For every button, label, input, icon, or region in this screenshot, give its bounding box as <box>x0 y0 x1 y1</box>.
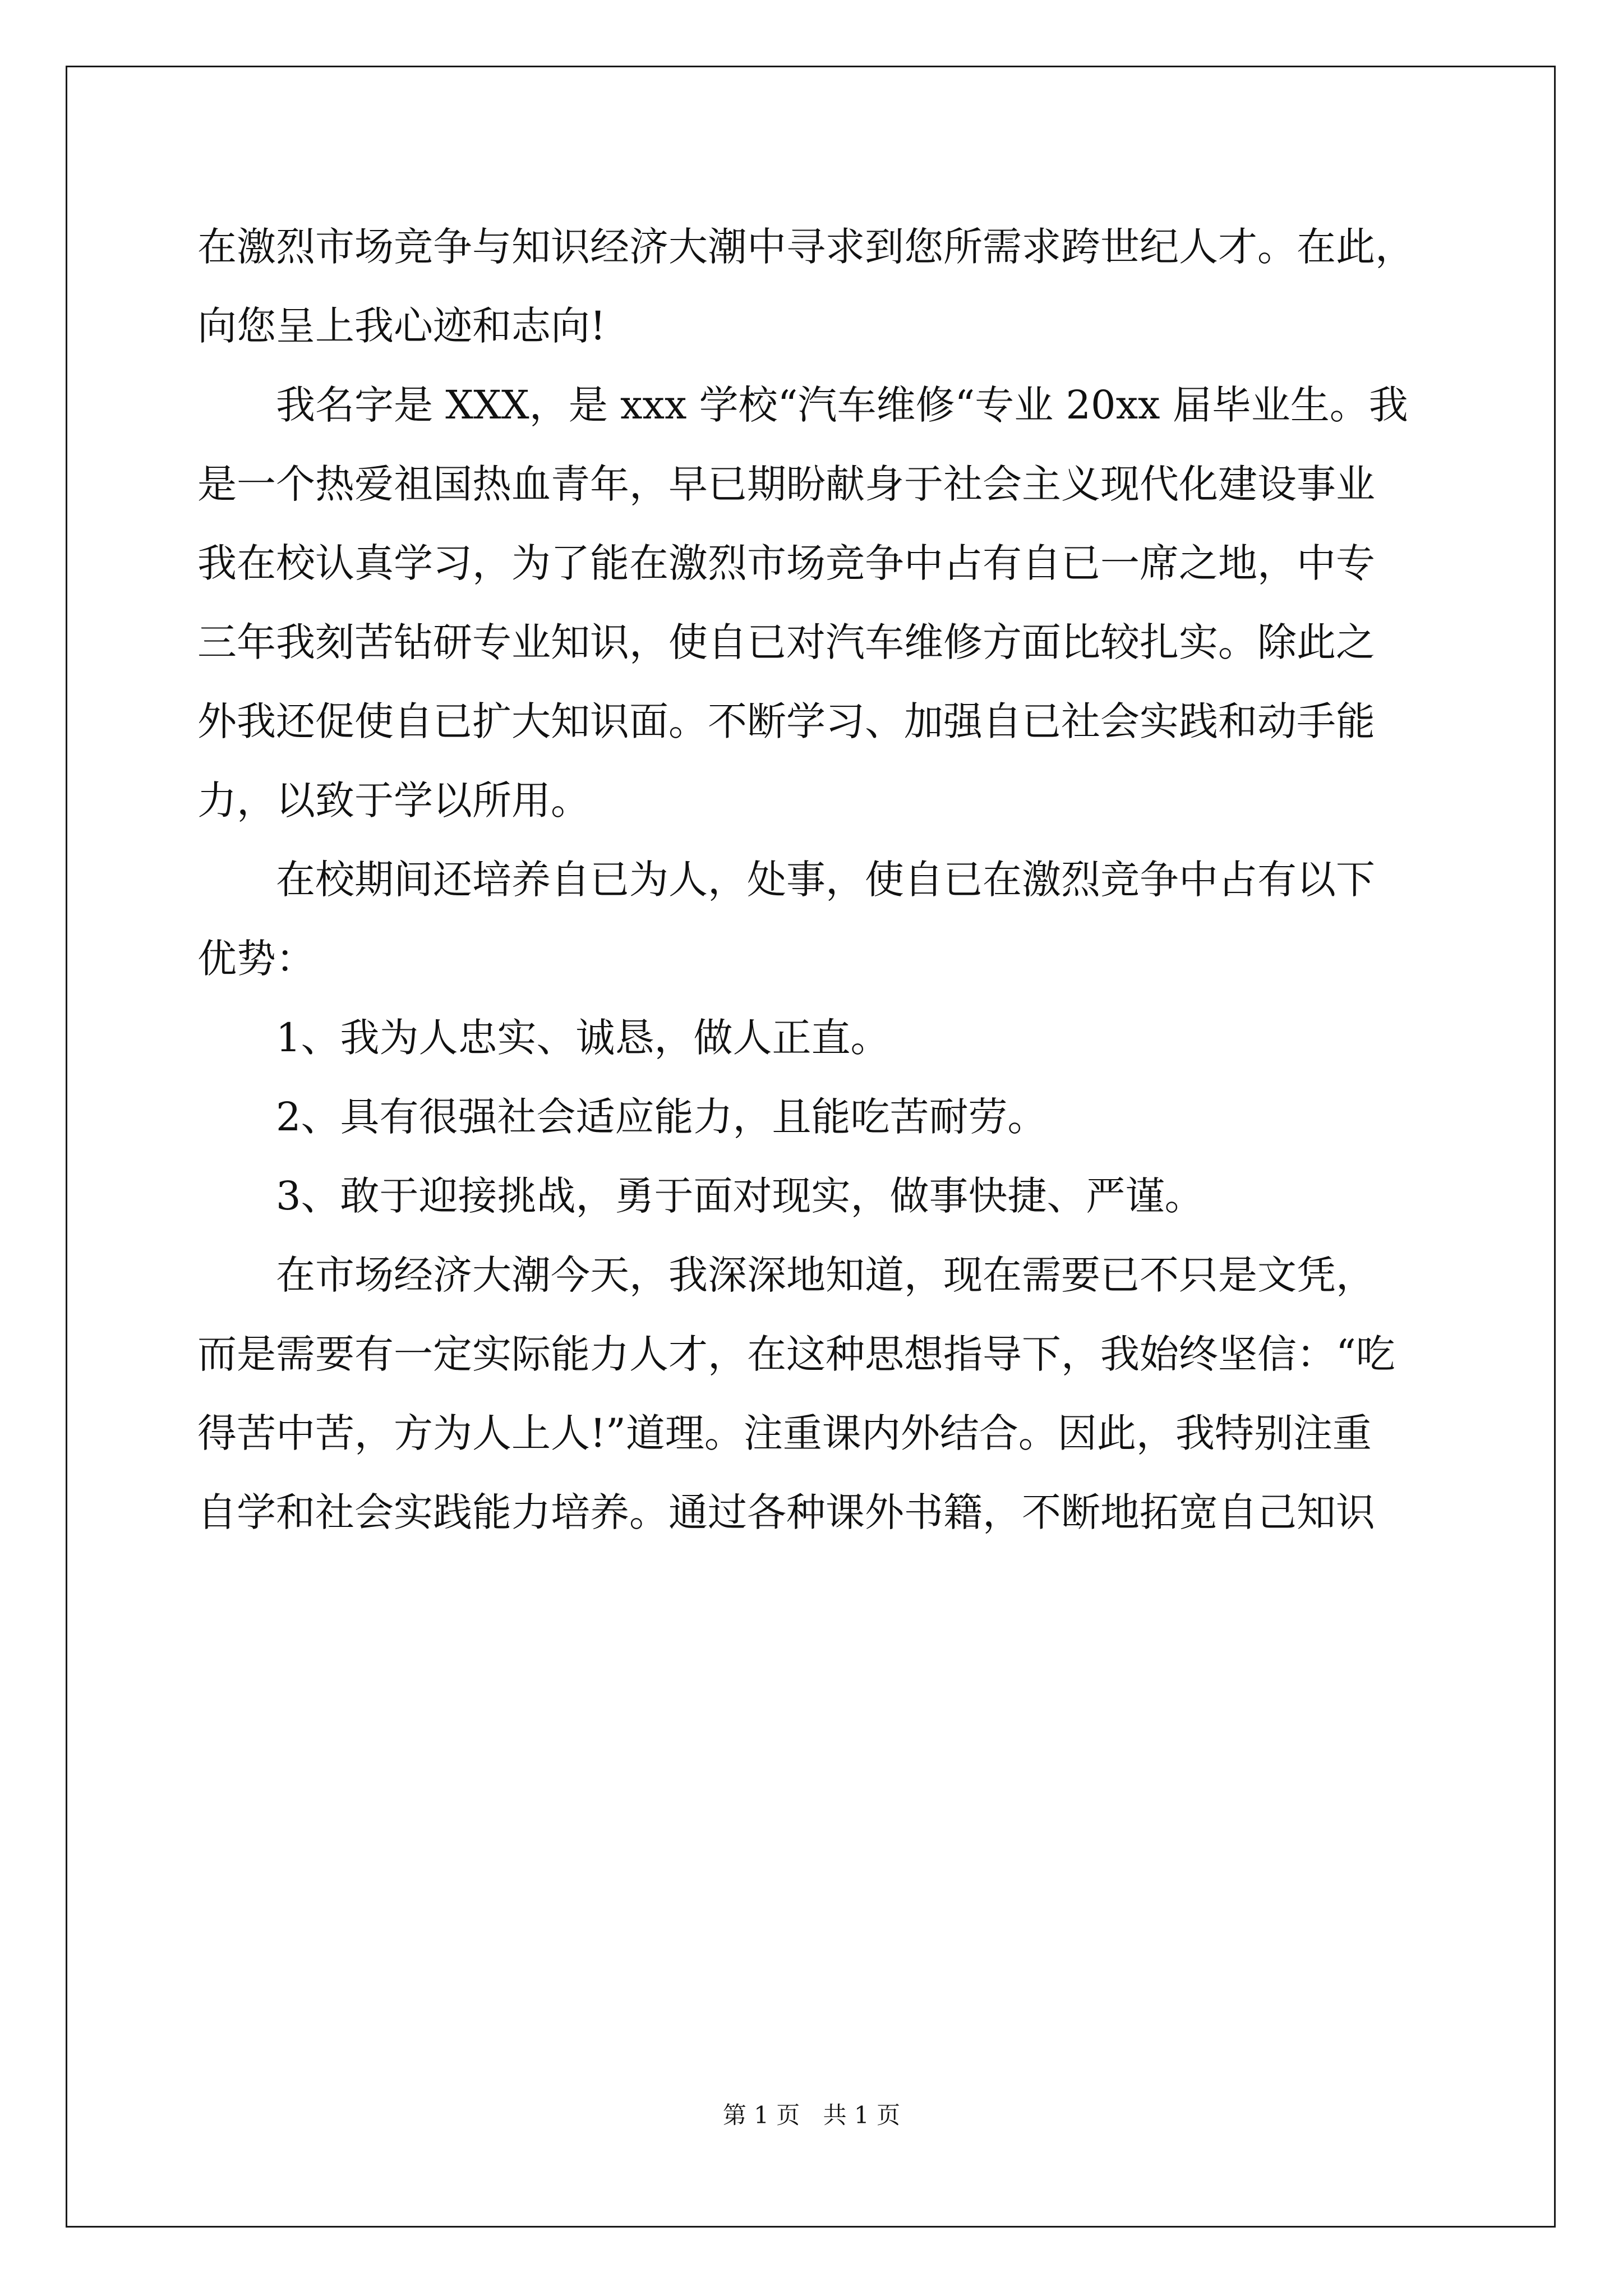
list-item: 1、我为人忠实、诚恳，做人正直。 <box>276 1015 890 1061</box>
page-number: 第 1 页 <box>722 2101 800 2129</box>
list-item: 3、敢于迎接挑战，勇于面对现实，做事快捷、严谨。 <box>276 1173 1204 1219</box>
text-line: 在市场经济大潮今天，我深深地知道，现在需要已不只是文凭， <box>276 1252 1375 1298</box>
text-line: 是一个热爱祖国热血青年，早已期盼献身于社会主义现代化建设事业 <box>197 461 1375 507</box>
text-line: 我在校认真学习，为了能在激烈市场竞争中占有自已一席之地，中专 <box>197 540 1375 586</box>
text-line: 优势： <box>197 936 315 982</box>
text-line: 得苦中苦，方为人上人!”道理。注重课内外结合。因此，我特别注重 <box>197 1410 1372 1456</box>
text-line: 自学和社会实践能力培养。通过各种课外书籍，不断地拓宽自己知识 <box>197 1489 1375 1535</box>
text-line: 三年我刻苦钻研专业知识，使自已对汽车维修方面比较扎实。除此之 <box>197 619 1375 665</box>
text-line: 我名字是 XXX，是 xxx 学校“汽车维修“专业 20xx 届毕业生。我 <box>276 382 1408 428</box>
list-item: 2、具有很强社会适应能力，且能吃苦耐劳。 <box>276 1094 1047 1140</box>
text-line: 力，以致于学以所用。 <box>197 777 590 823</box>
text-line: 在校期间还培养自已为人，处事，使自已在激烈竞争中占有以下 <box>276 857 1375 903</box>
page-footer <box>0 2097 1623 2131</box>
text-line: 向您呈上我心迹和志向! <box>197 303 606 349</box>
page-total: 共 1 页 <box>823 2101 901 2129</box>
text-line: 在激烈市场竞争与知识经济大潮中寻求到您所需求跨世纪人才。在此， <box>197 224 1414 270</box>
text-line: 而是需要有一定实际能力人才，在这种思想指导下，我始终坚信：“吃 <box>197 1331 1395 1377</box>
text-line: 外我还促使自已扩大知识面。不断学习、加强自已社会实践和动手能 <box>197 698 1375 744</box>
